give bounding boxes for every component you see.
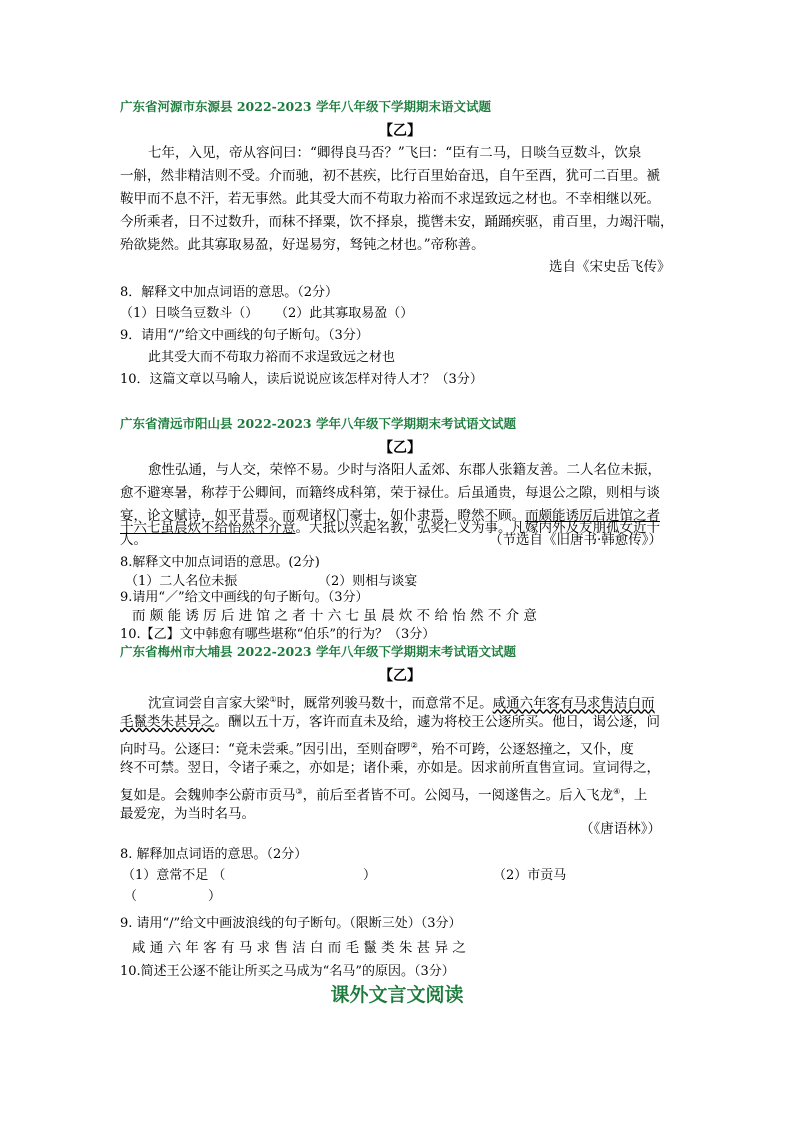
section1-line-1: 七年，入见，帝从容问曰：“卿得良马否？”飞曰：“臣有二马，日啖刍豆数斗，饮泉 (148, 145, 642, 161)
section3-line-2b: 。酬以五十万，客许而直未及给，遽为将校王公逐所买。他日，谒公逐，问 (214, 714, 660, 730)
section1-q9-sentence: 此其受大而不苟取力裕而不求逞致远之材也 (148, 350, 396, 365)
section3-line-6: 最爱宠，为当时名马。 (120, 806, 255, 822)
section2-q8: 8.解释文中加点词语的意思。(2分) (120, 555, 320, 570)
section3-q8-item1: （1）意常不足 （ (122, 868, 226, 883)
section3-yi-label: 【乙】 (379, 668, 421, 684)
section2-line-4b: 。大抵以兴起名教，弘奖仁义为事。凡嫁内外及友朋孤女近十 (295, 520, 660, 536)
section2-line-3a: 宴，论文赋诗，如平昔焉。而观诸权门豪士，如仆隶焉，瞪然不顾。 (120, 508, 525, 524)
section1-q9: 9．请用“/”给文中画线的句子断句。（3分） (120, 328, 369, 343)
section3-q8-item2-close: ） (208, 889, 222, 904)
section2-yi-label: 【乙】 (379, 440, 421, 456)
section3-q8: 8. 解释加点词语的意思。（2分） (120, 847, 308, 862)
section3-q8-item2-open: （ (124, 889, 138, 904)
section3-line-5a: 复如是。会魏帅李公蔚市贡马 (120, 787, 296, 804)
section3-line-3b: ，殆不可跨，公逐怒撞之，又仆，度 (417, 741, 634, 758)
section2-q8-item1: （1）二人名位未振 (125, 574, 238, 589)
section3-q9: 9. 请用“/”给文中画波浪线的句子断句。（限断三处）（3分） (120, 916, 462, 931)
section2-q9: 9.请用“／”给文中画线的句子断句。（3分） (120, 590, 369, 605)
section1-q8-item1: （1）日啖刍豆数斗（） (120, 306, 259, 321)
section1-source: 选自《宋史岳飞传》 (549, 259, 671, 275)
section1-line-2: 一斛，然非精洁则不受。介而驰，初不甚疾，比行百里始奋迅，自午至酉，犹可二百里。褫 (120, 168, 660, 184)
footnote-2: ② (410, 741, 418, 750)
section2-line-4-underlined: 十六七虽晨炊不给怡然不介意 (120, 520, 296, 536)
section2-source: （节选自《旧唐书·韩愈传》） (489, 532, 663, 548)
section1-q8-item2: （2）此其寡取易盈（） (275, 306, 414, 321)
footnote-4: ④ (613, 787, 621, 796)
section3-title: 广东省梅州市大埔县 2022-2023 学年八年级下学期期末考试语文试题 (120, 644, 516, 659)
section2-line-2: 愈不避寒暑，称荐于公卿间，而籍终成科第，荣于禄仕。后虽通贵，每退公之隙，则相与谈 (120, 485, 660, 501)
section3-q10: 10.简述王公逐不能让所买之马成为“名马”的原因。（3分） (120, 964, 455, 979)
section3-q9-sentence: 咸 通 六 年 客 有 马 求 售 洁 白 而 毛 鬣 类 朱 甚 异 之 (132, 940, 466, 956)
section1-line-3: 鞍甲而不息不汗，若无事然。此其受大而不苟取力裕而不求逞致远之材也。不幸相继以死。 (120, 191, 660, 207)
footnote-1: ① (269, 695, 277, 704)
section3-line-5b: ，前后至者皆不可。公阅马，一阅遂售之。后入飞龙 (302, 787, 614, 804)
section1-line-4: 今所乘者，日不过数升，而秣不择粟，饮不择泉，揽辔未安，踊踊疾驱，甫百里，力竭汗喘， (120, 214, 674, 230)
section3-source: （《唐语林》） (580, 821, 661, 837)
section1-q10: 10．这篇文章以马喻人，读后说说应该怎样对待人才？（3分） (120, 372, 483, 387)
section2-title: 广东省清远市阳山县 2022-2023 学年八年级下学期期末考试语文试题 (120, 416, 516, 431)
extracurricular-reading-heading: 课外文言文阅读 (330, 984, 464, 1006)
section3-line-1a: 沈宣词尝自言家大梁 (148, 695, 270, 712)
section3-line-1b: 时，厩常列骏马数十，而意常不足。 (276, 695, 493, 712)
section3-line-2 (120, 711, 660, 734)
section3-q8-item2: （2）市贡马 (493, 868, 567, 883)
section3-line-5c: ，上 (620, 787, 648, 804)
footnote-3: ③ (295, 787, 303, 796)
section2-q8-item2: （2）则相与谈宴 (318, 574, 418, 589)
section1-title: 广东省河源市东源县 2022-2023 学年八年级下学期期末语文试题 (120, 99, 491, 114)
section2-q9-sentence: 而 颇 能 诱 厉 后 进 馆 之 者 十 六 七 虽 晨 炊 不 给 怡 然 不 介 意 (132, 608, 537, 624)
section1-line-5: 殆欲毙然。此其寡取易盈，好逞易穷，驽钝之材也。”帝称善。 (120, 237, 485, 253)
section1-yi-label: 【乙】 (379, 123, 421, 139)
section3-q8-item1-close: ） (363, 868, 377, 883)
section2-line-5: 人。 (120, 532, 147, 548)
section1-q8: 8．解释文中加点词语的意思。（2分） (120, 285, 339, 300)
section2-line-1: 愈性弘通，与人交，荣悴不易。少时与洛阳人孟郊、东郡人张籍友善。二人名位未振， (148, 462, 661, 478)
section3-line-3a: 向时马。公逐曰：“竟未尝乘。”因引出，至则奋啰 (120, 741, 411, 758)
section3-line-1-wavy: 咸通六年客有马求售洁白而 (492, 695, 655, 712)
section3-line-4: 终不可禁。翌日，令诸子乘之，亦如是；诸仆乘，亦如是。因求前所直售宣词。宣词得之， (120, 760, 660, 776)
section2-line-3-underlined: 而颇能诱厉后进馆之者 (525, 508, 660, 524)
section3-line-2-wavy: 毛鬣类朱甚异之 (120, 714, 215, 730)
section2-q10: 10.【乙】文中韩愈有哪些堪称“伯乐”的行为？（3分） (120, 627, 436, 642)
